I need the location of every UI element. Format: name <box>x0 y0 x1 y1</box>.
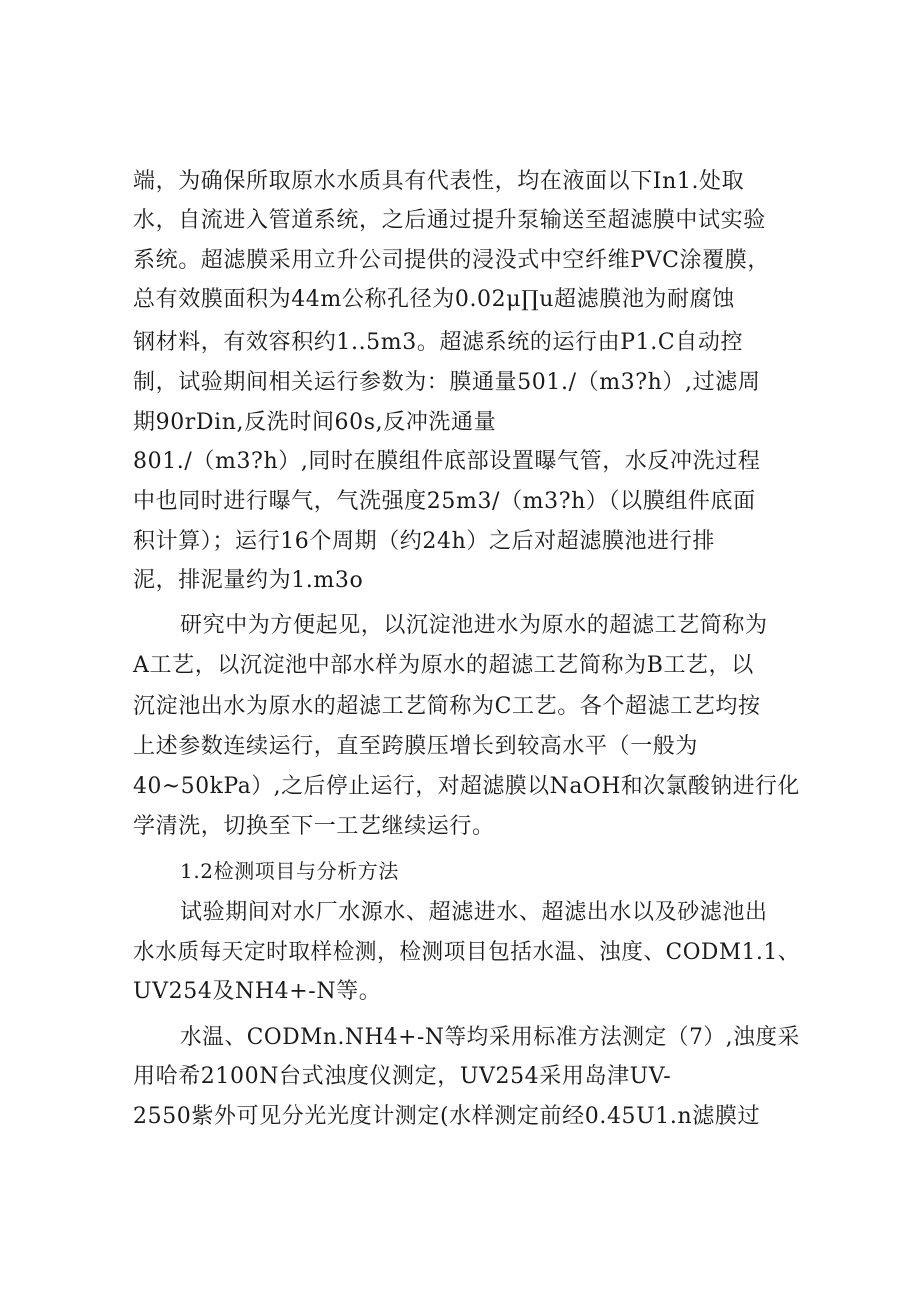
text-line: 40~50kPa）,之后停止运行，对超滤膜以NaOH和次氯酸钠进行化 <box>133 774 800 799</box>
text-line: 上述参数连续运行，直至跨膜压增长到较高水平（一般为 <box>133 734 699 759</box>
text-line: 水水质每天定时取样检测，检测项目包括水温、浊度、CODM1.1、 <box>133 940 801 965</box>
text-line: 水温、CODMn.NH4+-N等均采用标准方法测定（7）,浊度采 <box>180 1025 800 1050</box>
text-line: 学清洗，切换至下一工艺继续运行。 <box>133 814 495 839</box>
text-line: 研究中为方便起见，以沉淀池进水为原水的超滤工艺简称为 <box>180 613 768 638</box>
text-line: 制，试验期间相关运行参数为：膜通量501./（m3?h）,过滤周 <box>133 370 761 395</box>
text-line: 水，自流进入管道系统，之后通过提升泵输送至超滤膜中试实验 <box>133 208 766 233</box>
text-line: 801./（m3?h）,同时在膜组件底部设置曝气管，水反冲洗过程 <box>133 449 761 474</box>
text-line: 用哈希2100N台式浊度仪测定，UV254采用岛津UV- <box>133 1064 672 1089</box>
text-line: 中也同时进行曝气，气洗强度25m3/（m3?h）（以膜组件底面 <box>133 489 756 514</box>
text-line: 总有效膜面积为44m公称孔径为0.02μ∏u超滤膜池为耐腐蚀 <box>133 287 735 312</box>
text-line: 钢材料，有效容积约1..5m3。超滤系统的运行由P1.C自动控 <box>133 330 744 355</box>
section-heading: 1.2检测项目与分析方法 <box>180 859 400 883</box>
text-line: 沉淀池出水为原水的超滤工艺简称为C工艺。各个超滤工艺均按 <box>133 694 761 719</box>
text-line: 系统。超滤膜采用立升公司提供的浸没式中空纤维PVC涂覆膜， <box>133 248 770 273</box>
text-line: 2550紫外可见分光光度计测定(水样测定前经0.45U1.n滤膜过 <box>133 1104 761 1129</box>
text-line: 泥，排泥量约为1.m3o <box>133 568 364 593</box>
text-line: 试验期间对水厂水源水、超滤进水、超滤出水以及砂滤池出 <box>180 900 768 925</box>
text-line: 积计算）；运行16个周期（约24h）之后对超滤膜池进行排 <box>133 529 715 554</box>
text-line: A工艺，以沉淀池中部水样为原水的超滤工艺简称为B工艺，以 <box>133 653 754 678</box>
text-line: UV254及NH4+-N等。 <box>133 979 382 1004</box>
text-line: 期90rDin,反洗时间60s,反冲洗通量 <box>133 410 497 435</box>
text-line: 端，为确保所取原水水质具有代表性，均在液面以下In1.处取 <box>133 169 745 194</box>
